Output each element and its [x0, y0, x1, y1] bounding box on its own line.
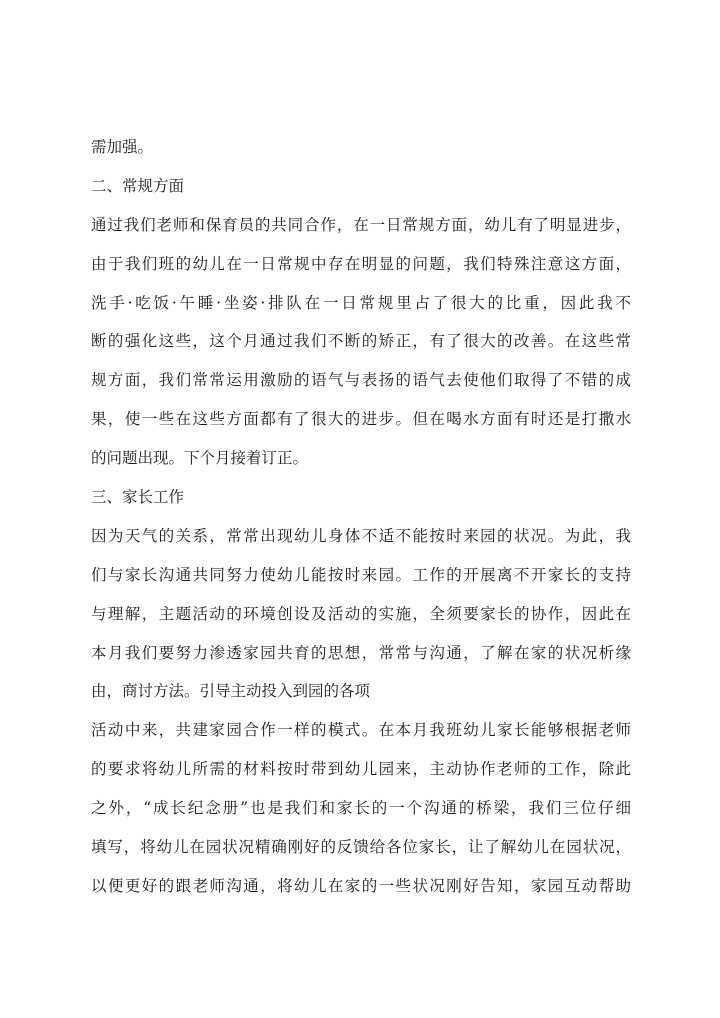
text-line: 因为天气的关系，常常出现幼儿身体不适不能按时来园的状况。为此，我: [91, 526, 631, 545]
text-line: 填写，将幼儿在园状况精确刚好的反馈给各位家长，让了解幼儿在园状况，: [91, 838, 631, 857]
text-line: 需加强。: [91, 138, 154, 156]
text-line: 本月我们要努力渗透家园共育的思想，常常与沟通，了解在家的状况析缘: [91, 643, 631, 662]
text-line: 洗手·吃饭·午睡·坐姿·排队在一日常规里占了很大的比重，因此我不: [91, 293, 631, 312]
text-line: 由于我们班的幼儿在一日常规中存在明显的问题，我们特殊注意这方面，: [91, 254, 631, 273]
text-line: 与理解，主题活动的环境创设及活动的实施，全须要家长的协作，因此在: [91, 604, 631, 623]
text-line: 之外，“成长纪念册”也是我们和家长的一个沟通的桥梁，我们三位仔细: [91, 799, 631, 818]
section-heading-routine: 二、常规方面: [91, 176, 185, 195]
text-line: 们与家长沟通共同努力使幼儿能按时来园。工作的开展离不开家长的支持: [91, 565, 631, 584]
text-line: 活动中来，共建家园合作一样的模式。在本月我班幼儿家长能够根据老师: [91, 721, 631, 740]
text-line: 以便更好的跟老师沟通，将幼儿在家的一些状况刚好告知，家园互动帮助: [91, 876, 631, 895]
text-line: 果，使一些在这些方面都有了很大的进步。但在喝水方面有时还是打撒水: [91, 410, 631, 429]
text-line: 规方面，我们常常运用激励的语气与表扬的语气去使他们取得了不错的成: [91, 371, 631, 390]
text-line: 断的强化这些，这个月通过我们不断的矫正，有了很大的改善。在这些常: [91, 332, 631, 351]
section-heading-parents: 三、家长工作: [91, 488, 185, 507]
document-body: [91, 128, 631, 906]
text-line: 通过我们老师和保育员的共同合作，在一日常规方面，幼儿有了明显进步，: [91, 215, 631, 234]
text-line: 的要求将幼儿所需的材料按时带到幼儿园来，主动协作老师的工作，除此: [91, 760, 631, 779]
text-line: 的问题出现。下个月接着订正。: [91, 449, 309, 468]
text-line: 由，商讨方法。引导主动投入到园的各项: [91, 682, 371, 701]
